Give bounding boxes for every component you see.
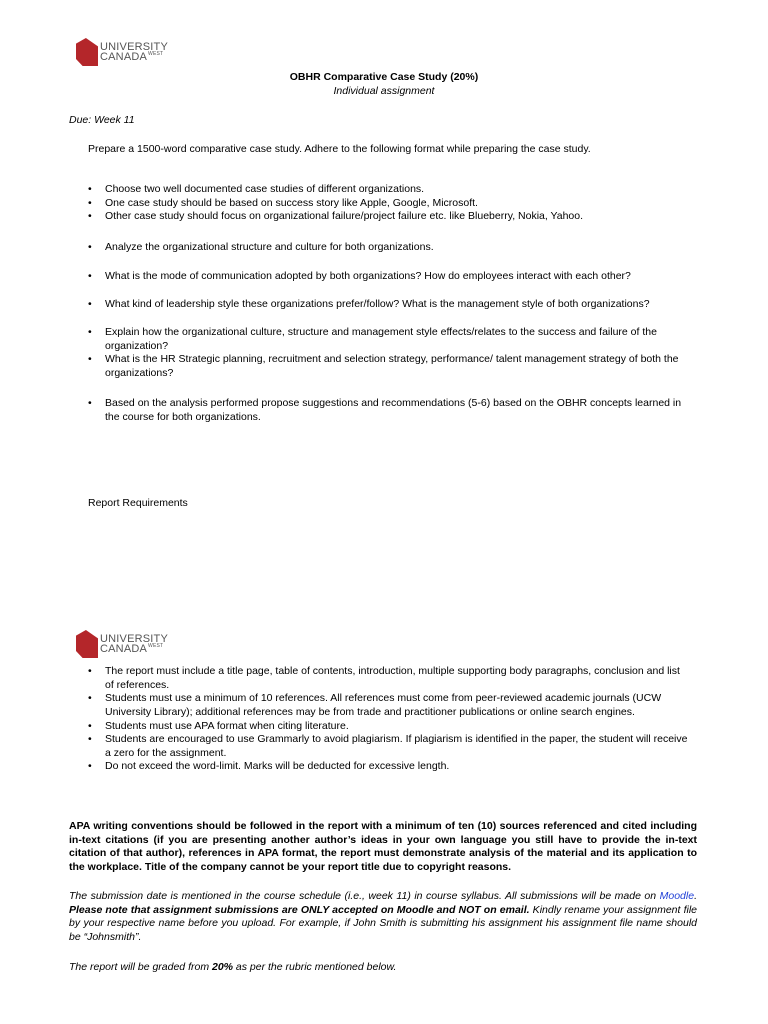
list-item: • The report must include a title page, table of contents, introduction, multiple supporting body paragraphs, conclusion and list of references. xyxy=(88,665,688,692)
report-requirements-heading: Report Requirements xyxy=(88,497,188,509)
logo-line2: CANADA xyxy=(100,643,148,655)
maple-leaf-icon xyxy=(76,630,98,658)
bullet-list-culture-hr xyxy=(88,326,688,381)
maple-leaf-icon xyxy=(76,38,98,66)
bullet-list-recommendations xyxy=(88,397,688,424)
bullet-list-cases xyxy=(88,183,688,224)
grade-weight: 20% xyxy=(211,961,233,973)
list-item: • Based on the analysis performed propose suggestions and recommendations (5-6) based on the OBHR concepts learned in the course for both organizations. xyxy=(88,397,688,424)
intro-text: Prepare a 1500-word comparative case study. Adhere to the following format while preparing the case study. xyxy=(88,143,591,155)
logo-line1: UNIVERSITY xyxy=(100,632,169,645)
due-date: Due: Week 11 xyxy=(69,114,135,126)
list-item: • What kind of leadership style these organizations prefer/follow? What is the management style of both organizations? xyxy=(88,298,688,312)
list-item: • One case study should be based on success story like Apple, Google, Microsoft. xyxy=(88,197,688,211)
list-item: • What is the mode of communication adopted by both organizations? How do employees interact with each other? xyxy=(88,270,688,284)
university-logo xyxy=(76,38,168,66)
logo-line1: UNIVERSITY xyxy=(100,40,169,53)
logo-line3: WEST xyxy=(148,643,164,650)
submission-notice: Please note that assignment submissions are ONLY accepted on Moodle and NOT on email. xyxy=(69,903,530,916)
page-subtitle: Individual assignment xyxy=(333,85,435,97)
university-logo xyxy=(76,630,168,658)
submission-paragraph: The submission date is mentioned in the course schedule (i.e., week 11) in course syllabus. All submissions will be made on Moodle. Please note that assignment submissions are ONLY accepted on Moodle and NOT on email. Kindly rename your assignment file by your respective name before you upload. For example, if John Smith is submitting his assignment his assignment file name should be “Johnsmith”. xyxy=(69,890,697,943)
list-item: • Students are encouraged to use Grammarly to avoid plagiarism. If plagiarism is identified in the paper, the student will receive a zero for the assignment. xyxy=(88,733,688,760)
bullet-list-communication xyxy=(88,270,688,284)
list-item: • Other case study should focus on organizational failure/project failure etc. like Blueberry, Nokia, Yahoo. xyxy=(88,210,688,224)
bullet-list-leadership xyxy=(88,298,688,312)
list-item: • What is the HR Strategic planning, recruitment and selection strategy, performance/ talent management strategy of both the organizations? xyxy=(88,353,688,380)
bullet-list-structure xyxy=(88,241,688,255)
list-item: • Explain how the organizational culture, structure and management style effects/relates to the success and failure of the organization? xyxy=(88,326,688,353)
list-item: • Do not exceed the word-limit. Marks will be deducted for excessive length. xyxy=(88,760,688,774)
logo-line2: CANADA xyxy=(100,51,148,63)
page-title: OBHR Comparative Case Study (20%) xyxy=(289,71,479,83)
logo-line3: WEST xyxy=(148,51,164,58)
moodle-link[interactable]: Moodle xyxy=(659,890,695,902)
list-item: • Students must use a minimum of 10 references. All references must come from peer-reviewed academic journals (UCW University Library); additional references may be from trade and practitioner publications or online search engines. xyxy=(88,692,688,719)
list-item: • Choose two well documented case studies of different organizations. xyxy=(88,183,688,197)
grade-paragraph: The report will be graded from 20% as per the rubric mentioned below. xyxy=(69,961,397,973)
bullet-list-requirements xyxy=(88,665,688,774)
list-item: • Analyze the organizational structure and culture for both organizations. xyxy=(88,241,688,255)
list-item: • Students must use APA format when citing literature. xyxy=(88,720,688,734)
apa-paragraph: APA writing conventions should be followed in the report with a minimum of ten (10) sources referenced and cited including in-text citations (if you are presenting another author’s ideas in your own language you still have to provide the in-text citation of that author), references in APA format, the report must demonstrate analysis of the material and its application to the workplace. Title of the company cannot be your report title due to copyright reasons. xyxy=(69,820,697,873)
